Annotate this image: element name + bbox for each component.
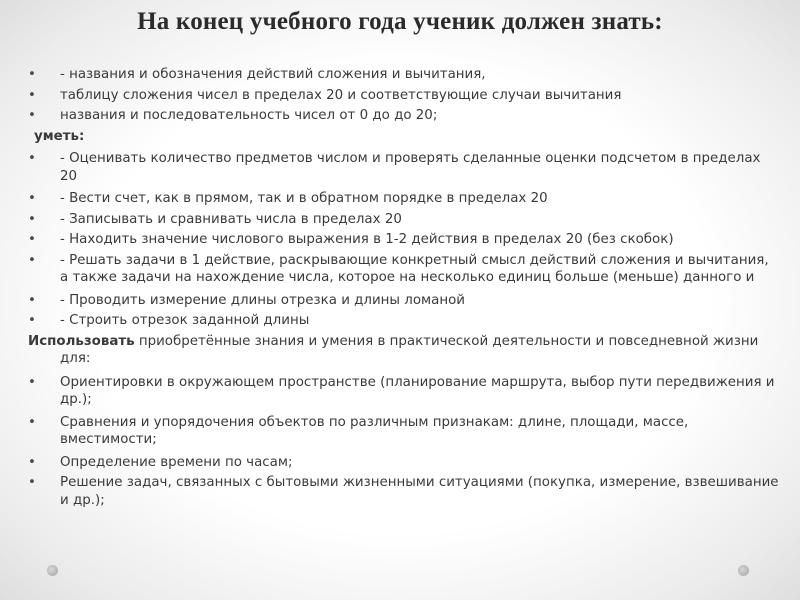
use-item-text: Ориентировки в окружающем пространстве (планирование маршрута, выбор пути передвижения и др.); [60,374,775,407]
able-item-text: - Решать задачи в 1 действие, раскрывающие конкретный смысл действий сложения и вычитания, а также задачи на нахождение числа, которое на несколько единиц больше (меньше) данного и [60,252,769,285]
know-item [28,107,780,125]
able-item [28,190,780,208]
bullet: • [28,232,36,247]
able-item [28,252,780,287]
know-item [28,87,780,105]
able-item-text: - Строить отрезок заданной длины [60,313,310,328]
able-item-text: - Проводить измерение длины отрезка и длины ломаной [60,292,465,308]
able-item-text: - Оценивать количество предметов числом и проверять сделанные оценки подсчетом в пределах 20 [60,151,761,184]
able-item [28,211,780,229]
able-item [28,231,780,249]
bullet: • [28,108,36,123]
use-item-text: Решение задач, связанных с бытовыми жизненными ситуациями (покупка, измерение, взвешивание и др.); [60,475,779,508]
use-item-text: Определение времени по часам; [60,454,293,470]
know-item-text: таблицу сложения чисел в пределах 20 и соответствующие случаи вычитания [60,87,622,103]
bullet: • [28,211,36,227]
know-item-text: - названия и обозначения действий сложения и вычитания, [60,67,486,82]
slide-title: На конец учебного года ученик должен знать: [137,8,663,35]
bullet: • [28,475,36,490]
decorative-dot-left [47,565,58,576]
use-item-text: Сравнения и упорядочения объектов по различным признакам: длине, площади, массе, вместимости; [60,414,689,447]
bullet: • [28,191,36,206]
use-text: приобретённые знания и умения в практической деятельности и повседневной жизни для: [60,333,759,366]
bullet: • [28,67,36,82]
use-item [28,454,780,472]
able-heading: уметь: [34,128,85,144]
use-heading: Использовать [28,333,135,349]
bullet: • [28,313,36,328]
bullet: • [28,374,36,390]
able-item [28,292,780,310]
able-item [28,150,780,185]
bullet: • [28,252,36,268]
know-item-text: названия и последовательность чисел от 0 до до 20; [60,108,438,123]
bullet: • [28,292,36,308]
use-item [28,414,780,449]
bullet: • [28,87,36,103]
decorative-dot-right [738,565,749,576]
use-paragraph [28,333,780,368]
able-item-text: - Вести счет, как в прямом, так и в обратном порядке в пределах 20 [60,191,548,206]
slide-content [28,66,780,514]
able-item-text: - Находить значение числового выражения в 1-2 действия в пределах 20 (без скобок) [60,232,674,247]
bullet: • [28,414,36,430]
able-item-text: - Записывать и сравнивать числа в пределах 20 [60,211,402,227]
bullet: • [28,454,36,470]
bullet: • [28,151,36,166]
know-item [28,66,780,84]
able-item [28,312,780,330]
use-item [28,374,780,409]
use-item [28,474,780,509]
